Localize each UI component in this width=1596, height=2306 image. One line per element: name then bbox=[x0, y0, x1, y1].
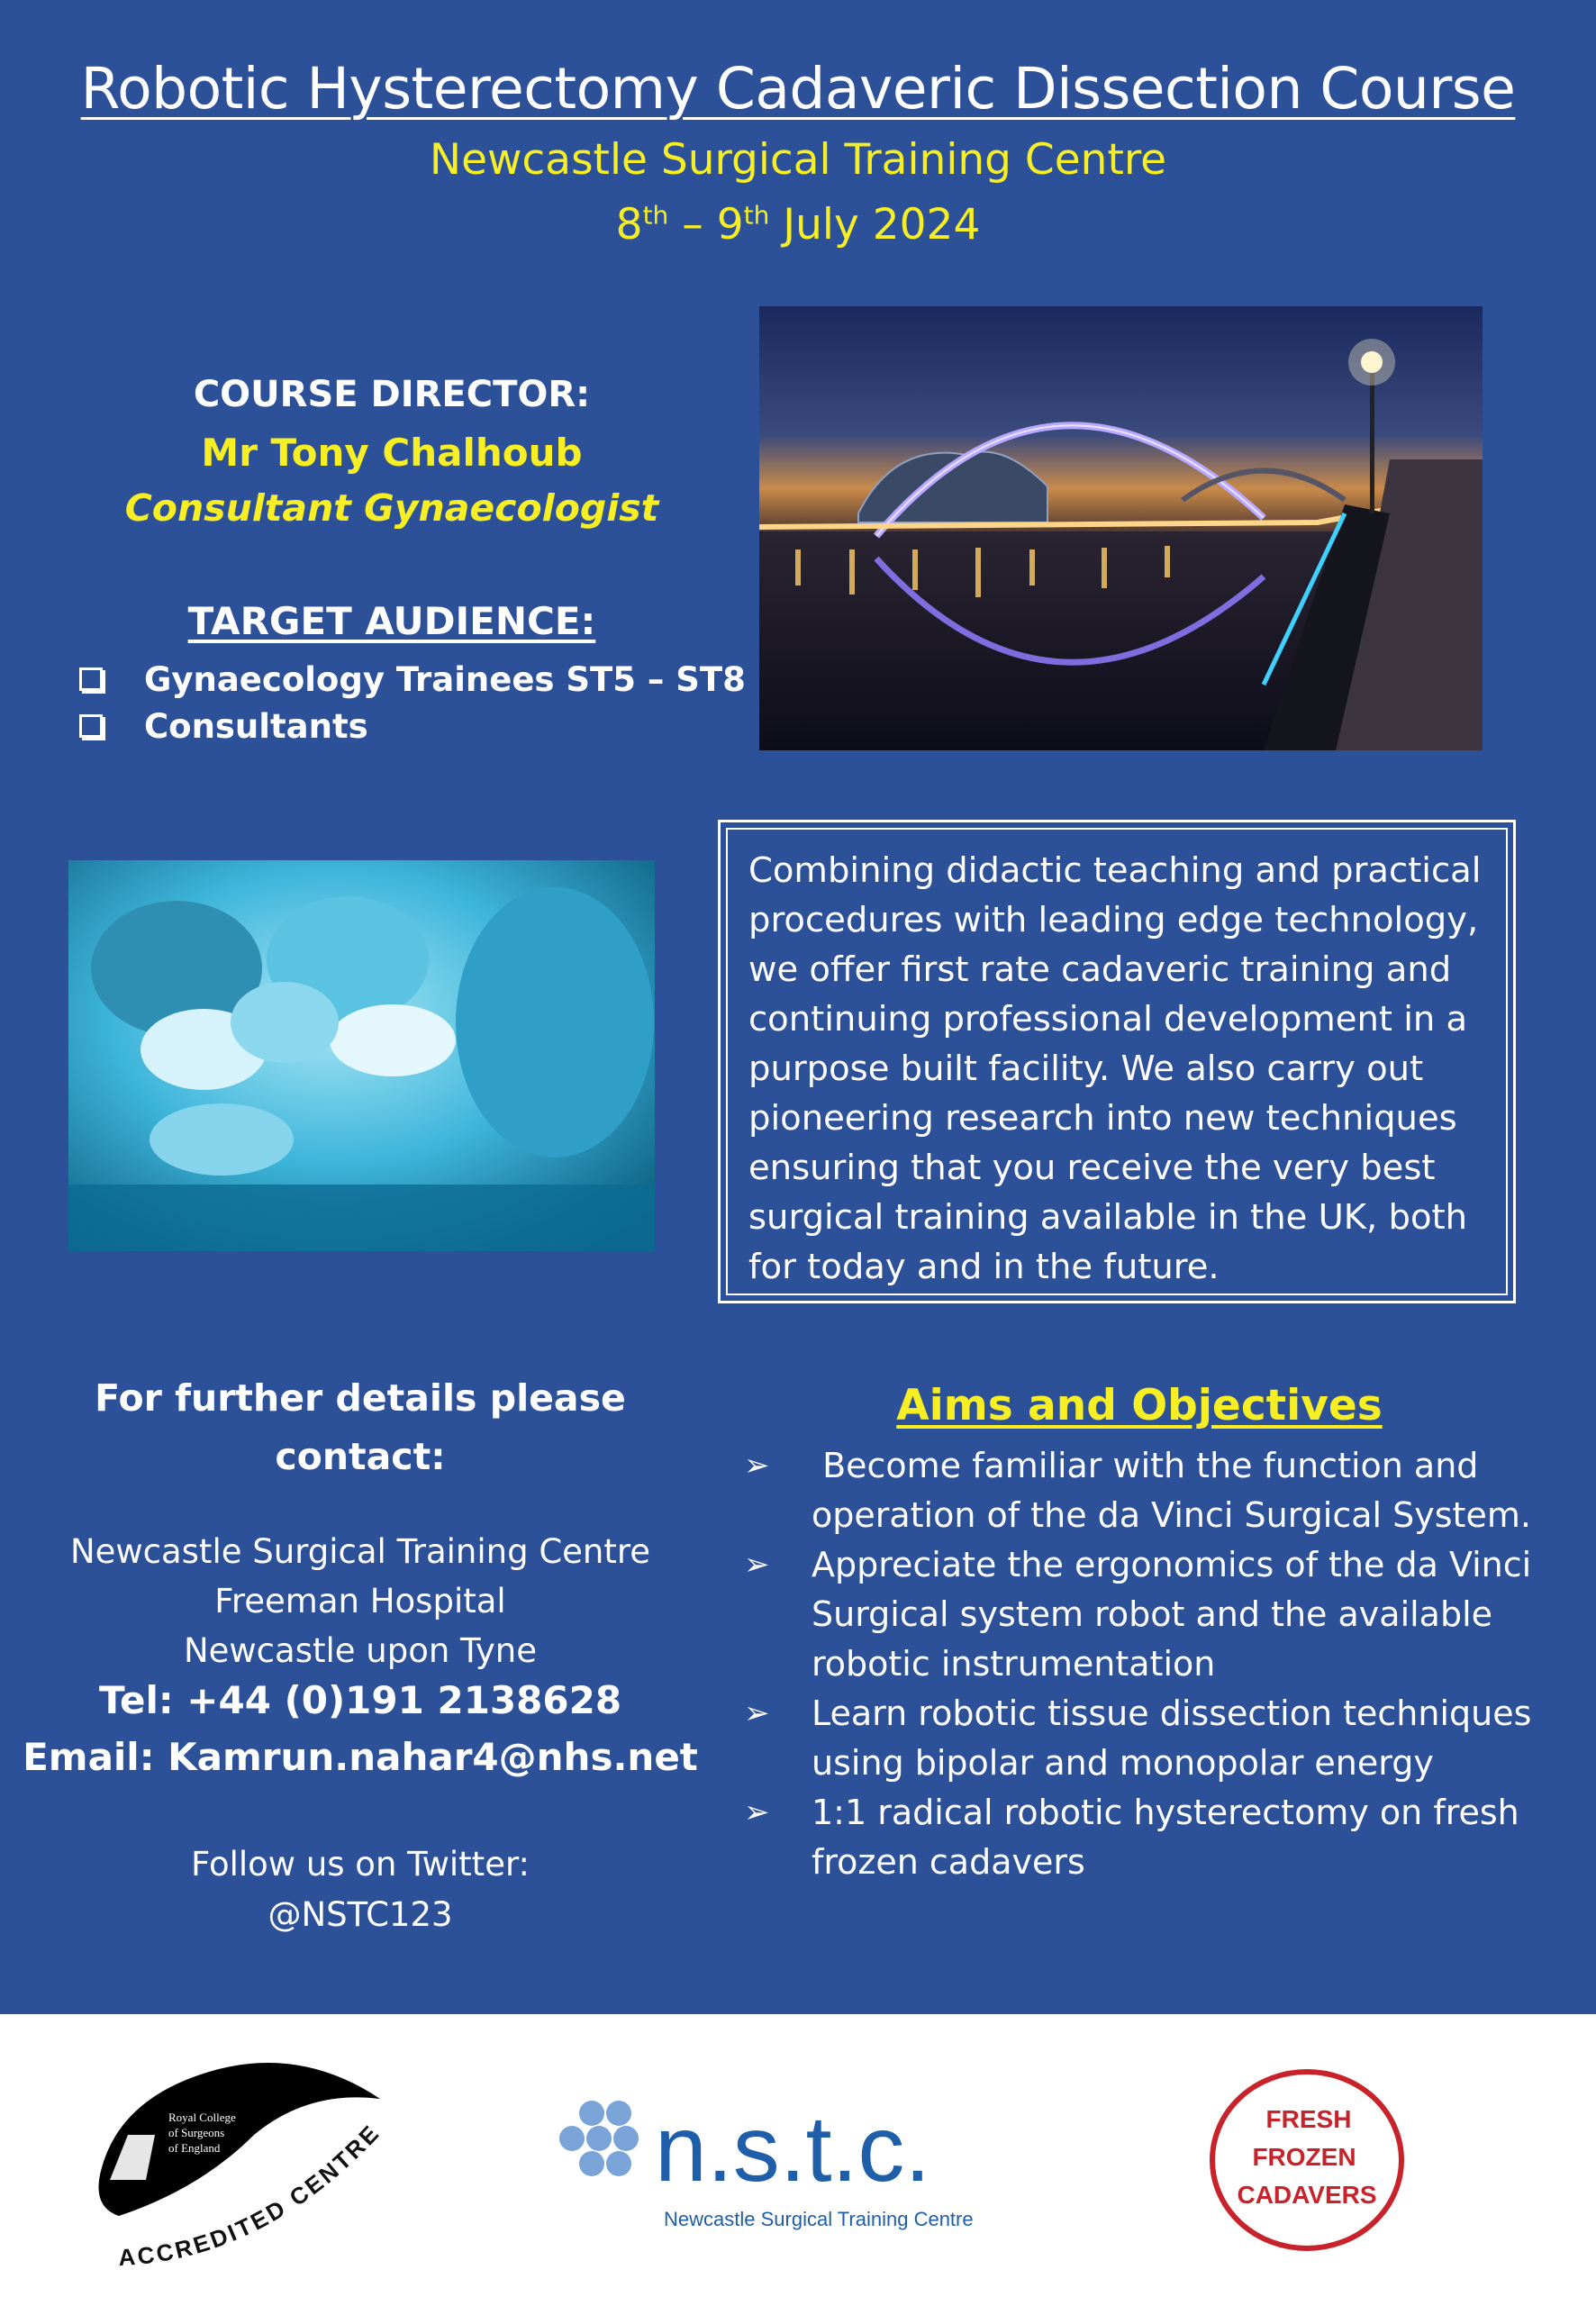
aims-list bbox=[744, 1441, 1555, 1887]
rcs-text-2: of Surgeons bbox=[168, 2126, 225, 2139]
checkbox-icon bbox=[79, 667, 103, 691]
aims-heading: Aims and Objectives bbox=[896, 1381, 1383, 1430]
twitter-handle-link[interactable]: @NSTC123 bbox=[268, 1895, 453, 1934]
arrow-bullet-icon: ➢ bbox=[744, 1448, 770, 1484]
course-director-role: Consultant Gynaecologist bbox=[124, 486, 659, 530]
contact-telephone[interactable]: Tel: +44 (0)191 2138628 bbox=[98, 1678, 622, 1722]
course-dates: 8th – 9th July 2024 bbox=[615, 200, 981, 250]
contact-email[interactable]: Email: Kamrun.nahar4@nhs.net bbox=[23, 1735, 698, 1779]
surgeons-photo bbox=[68, 860, 655, 1251]
list-item: ➢ Learn robotic tissue dissection techniques using bipolar and monopolar energy bbox=[744, 1689, 1555, 1788]
course-director-heading: COURSE DIRECTOR: bbox=[193, 374, 591, 415]
accredited-centre-text: ACCREDITED CENTRE bbox=[117, 2118, 385, 2272]
bridge-photo bbox=[759, 306, 1483, 750]
nstc-logo bbox=[554, 2086, 977, 2248]
list-item: ➢ 1:1 radical robotic hysterectomy on fresh frozen cadavers bbox=[744, 1788, 1555, 1887]
arrow-bullet-icon: ➢ bbox=[744, 1794, 770, 1830]
list-item: Consultants bbox=[79, 703, 746, 749]
stamp-line-1: FRESH bbox=[1265, 2105, 1352, 2133]
target-audience-heading: TARGET AUDIENCE: bbox=[187, 599, 596, 643]
course-director-name: Mr Tony Chalhoub bbox=[201, 431, 583, 475]
target-audience-list bbox=[79, 656, 746, 749]
course-description-box bbox=[718, 820, 1516, 1303]
contact-address: Newcastle Surgical Training Centre Freeman Hospital Newcastle upon Tyne bbox=[69, 1532, 651, 1670]
stamp-line-3: CADAVERS bbox=[1237, 2181, 1377, 2209]
stamp-line-2: FROZEN bbox=[1252, 2143, 1356, 2171]
nstc-subtitle: Newcastle Surgical Training Centre bbox=[664, 2208, 974, 2230]
rcs-text-1: Royal College bbox=[168, 2111, 236, 2124]
course-description: Combining didactic teaching and practical procedures with leading edge technology, we offer first rate cadaveric training and continuing professional development in a purpose built facility. We also carry out pioneering research into new techniques ensuring that you receive the very best surgical training available in the UK, both for today and in the future. bbox=[726, 828, 1508, 1295]
rcs-text-3: of England bbox=[168, 2141, 221, 2155]
fresh-frozen-cadavers-stamp bbox=[1187, 2054, 1430, 2270]
course-title: Robotic Hysterectomy Cadaveric Dissection Course bbox=[80, 56, 1516, 122]
arrow-bullet-icon: ➢ bbox=[744, 1695, 770, 1731]
checkbox-icon bbox=[79, 714, 103, 738]
centre-name: Newcastle Surgical Training Centre bbox=[429, 135, 1167, 185]
nstc-logo-text: n.s.t.c. bbox=[655, 2097, 931, 2202]
list-item: Gynaecology Trainees ST5 – ST8 bbox=[79, 656, 746, 703]
arrow-bullet-icon: ➢ bbox=[744, 1547, 770, 1583]
list-item: ➢ Appreciate the ergonomics of the da Vinci Surgical system robot and the available robotic instrumentation bbox=[744, 1540, 1555, 1689]
contact-heading: For further details please contact: bbox=[95, 1376, 626, 1478]
list-item: ➢ Become familiar with the function and operation of the da Vinci Surgical System. bbox=[744, 1441, 1555, 1540]
footer bbox=[0, 2014, 1596, 2306]
twitter-follow: Follow us on Twitter: @NSTC123 bbox=[36, 1839, 685, 1940]
rcs-accredited-logo bbox=[83, 2036, 407, 2288]
